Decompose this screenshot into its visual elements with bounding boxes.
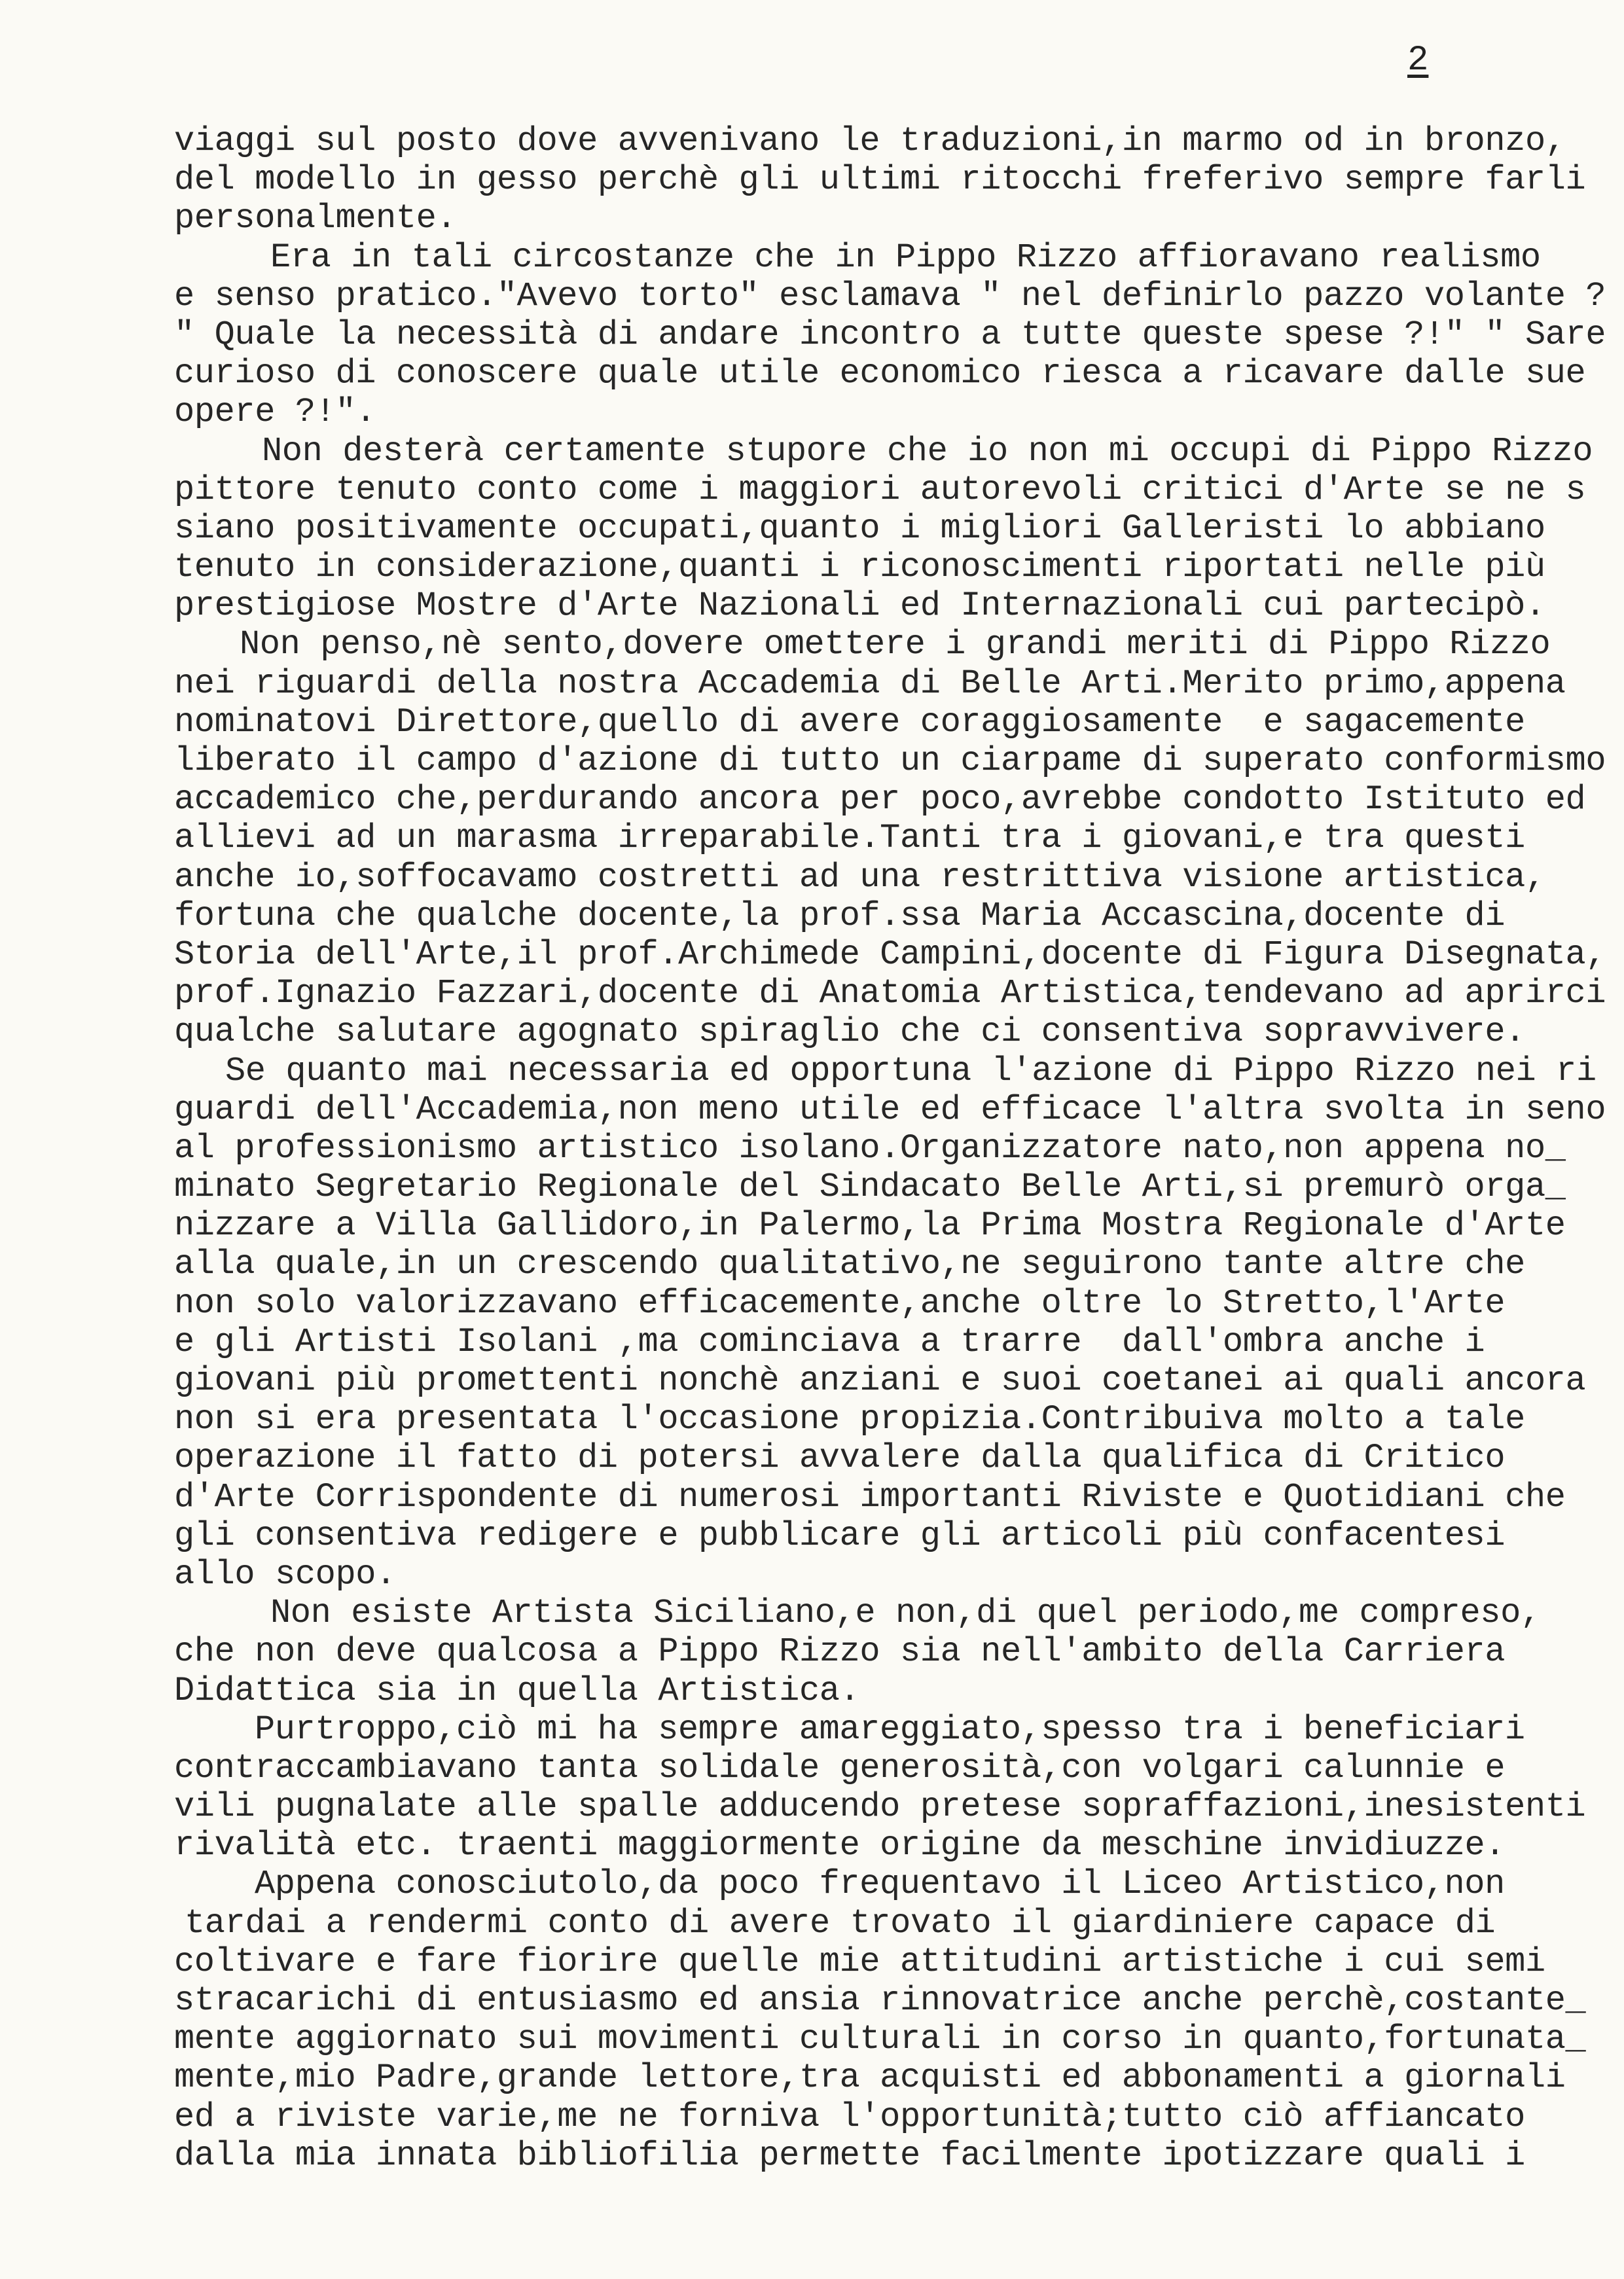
text-line: vili pugnalate alle spalle adducendo pretese sopraffazioni,inesistenti bbox=[174, 1787, 1586, 1827]
text-line: mente aggiornato sui movimenti culturali in corso in quanto,fortunata_ bbox=[174, 2020, 1586, 2059]
text-line: che non deve qualcosa a Pippo Rizzo sia nell'ambito della Carriera bbox=[174, 1632, 1506, 1672]
text-line: qualche salutare agognato spiraglio che ci consentiva sopravvivere. bbox=[174, 1013, 1525, 1052]
text-line: mente,mio Padre,grande lettore,tra acquisti ed abbonamenti a giornali bbox=[174, 2058, 1566, 2098]
text-line: nominatovi Direttore,quello di avere coraggiosamente e sagacemente bbox=[174, 702, 1525, 742]
text-line: del modello in gesso perchè gli ultimi ritocchi freferivo sempre farli bbox=[174, 160, 1586, 200]
text-line: tardai a rendermi conto di avere trovato il giardiniere capace di bbox=[185, 1903, 1496, 1943]
text-line: minato Segretario Regionale del Sindacato Belle Arti,si premurò orga_ bbox=[174, 1168, 1566, 1207]
text-line: guardi dell'Accademia,non meno utile ed efficace l'altra svolta in seno bbox=[174, 1090, 1606, 1129]
text-line: al professionismo artistico isolano.Organizzatore nato,non appena no_ bbox=[174, 1128, 1566, 1168]
paragraph-start: Era in tali circostanze che in Pippo Rizzo affioravano realismo bbox=[270, 238, 1541, 277]
text-line: e gli Artisti Isolani ,ma cominciava a trarre dall'ombra anche i bbox=[174, 1322, 1485, 1361]
text-line: personalmente. bbox=[174, 199, 457, 238]
text-line: dalla mia innata bibliofilia permette facilmente ipotizzare quali i bbox=[174, 2136, 1525, 2175]
text-line: nizzare a Villa Gallidoro,in Palermo,la Prima Mostra Regionale d'Arte bbox=[174, 1206, 1566, 1246]
text-line: d'Arte Corrispondente di numerosi importanti Riviste e Quotidiani che bbox=[174, 1477, 1566, 1516]
text-line: fortuna che qualche docente,la prof.ssa Maria Accascina,docente di bbox=[174, 896, 1506, 935]
page-number: 2 bbox=[1407, 41, 1429, 81]
text-line: anche io,soffocavamo costretti ad una restrittiva visione artistica, bbox=[174, 857, 1545, 897]
text-line: prof.Ignazio Fazzari,docente di Anatomia Artistica,tendevano ad aprirci bbox=[174, 974, 1606, 1013]
text-line: e senso pratico."Avevo torto" esclamava " nel definirlo pazzo volante ? bbox=[174, 276, 1606, 315]
text-line: pittore tenuto conto come i maggiori autorevoli critici d'Arte se ne s bbox=[174, 470, 1586, 509]
text-line: non solo valorizzavano efficacemente,anche oltre lo Stretto,l'Arte bbox=[174, 1283, 1506, 1323]
text-line: accademico che,perdurando ancora per poco,avrebbe condotto Istituto ed bbox=[174, 780, 1586, 819]
paragraph-start: Purtroppo,ciò mi ha sempre amareggiato,spesso tra i beneficiari bbox=[255, 1710, 1525, 1749]
text-line: " Quale la necessità di andare incontro a tutte queste spese ?!" " Sare bbox=[174, 315, 1606, 354]
text-line: gli consentiva redigere e pubblicare gli articoli più confacentesi bbox=[174, 1516, 1506, 1555]
paragraph-start: Non penso,nè sento,dovere omettere i grandi meriti di Pippo Rizzo bbox=[240, 625, 1551, 664]
text-line: non si era presentata l'occasione propizia.Contribuiva molto a tale bbox=[174, 1400, 1525, 1439]
text-line: liberato il campo d'azione di tutto un ciarpame di superato conformismo bbox=[174, 742, 1606, 780]
text-line: siano positivamente occupati,quanto i migliori Galleristi lo abbiano bbox=[174, 509, 1545, 548]
text-line: allo scopo. bbox=[174, 1554, 396, 1594]
text-line: Didattica sia in quella Artistica. bbox=[174, 1671, 860, 1710]
text-line: rivalità etc. traenti maggiormente origine da meschine invidiuzze. bbox=[174, 1826, 1506, 1865]
text-line: nei riguardi della nostra Accademia di Belle Arti.Merito primo,appena bbox=[174, 664, 1566, 703]
paragraph-start: Non esiste Artista Siciliano,e non,di quel periodo,me compreso, bbox=[270, 1594, 1541, 1633]
text-line: Storia dell'Arte,il prof.Archimede Campini,docente di Figura Disegnata, bbox=[174, 935, 1606, 974]
paragraph-start: Se quanto mai necessaria ed opportuna l'azione di Pippo Rizzo nei ri bbox=[225, 1051, 1597, 1090]
text-line: allievi ad un marasma irreparabile.Tanti tra i giovani,e tra questi bbox=[174, 819, 1525, 858]
text-line: prestigiose Mostre d'Arte Nazionali ed Internazionali cui partecipò. bbox=[174, 586, 1545, 626]
text-line: viaggi sul posto dove avvenivano le traduzioni,in marmo od in bronzo, bbox=[174, 122, 1566, 160]
text-line: tenuto in considerazione,quanti i riconoscimenti riportati nelle più bbox=[174, 548, 1545, 587]
paragraph-start: Appena conosciutolo,da poco frequentavo il Liceo Artistico,non bbox=[255, 1865, 1505, 1904]
text-line: stracarichi di entusiasmo ed ansia rinnovatrice anche perchè,costante_ bbox=[174, 1981, 1586, 2020]
text-line: opere ?!". bbox=[174, 393, 376, 432]
typewritten-body bbox=[174, 122, 1624, 2175]
paragraph-start: Non desterà certamente stupore che io non mi occupi di Pippo Rizzo bbox=[262, 431, 1593, 471]
text-line: curioso di conoscere quale utile economico riesca a ricavare dalle sue bbox=[174, 354, 1586, 393]
text-line: alla quale,in un crescendo qualitativo,ne seguirono tante altre che bbox=[174, 1245, 1525, 1284]
text-line: ed a riviste varie,me ne forniva l'opportunità;tutto ciò affiancato bbox=[174, 2097, 1525, 2136]
text-line: giovani più promettenti nonchè anziani e suoi coetanei ai quali ancora bbox=[174, 1361, 1586, 1400]
text-line: contraccambiavano tanta solidale generosità,con volgari calunnie e bbox=[174, 1748, 1506, 1787]
text-line: coltivare e fare fiorire quelle mie attitudini artistiche i cui semi bbox=[174, 1942, 1545, 1981]
text-line: operazione il fatto di potersi avvalere dalla qualifica di Critico bbox=[174, 1439, 1506, 1478]
